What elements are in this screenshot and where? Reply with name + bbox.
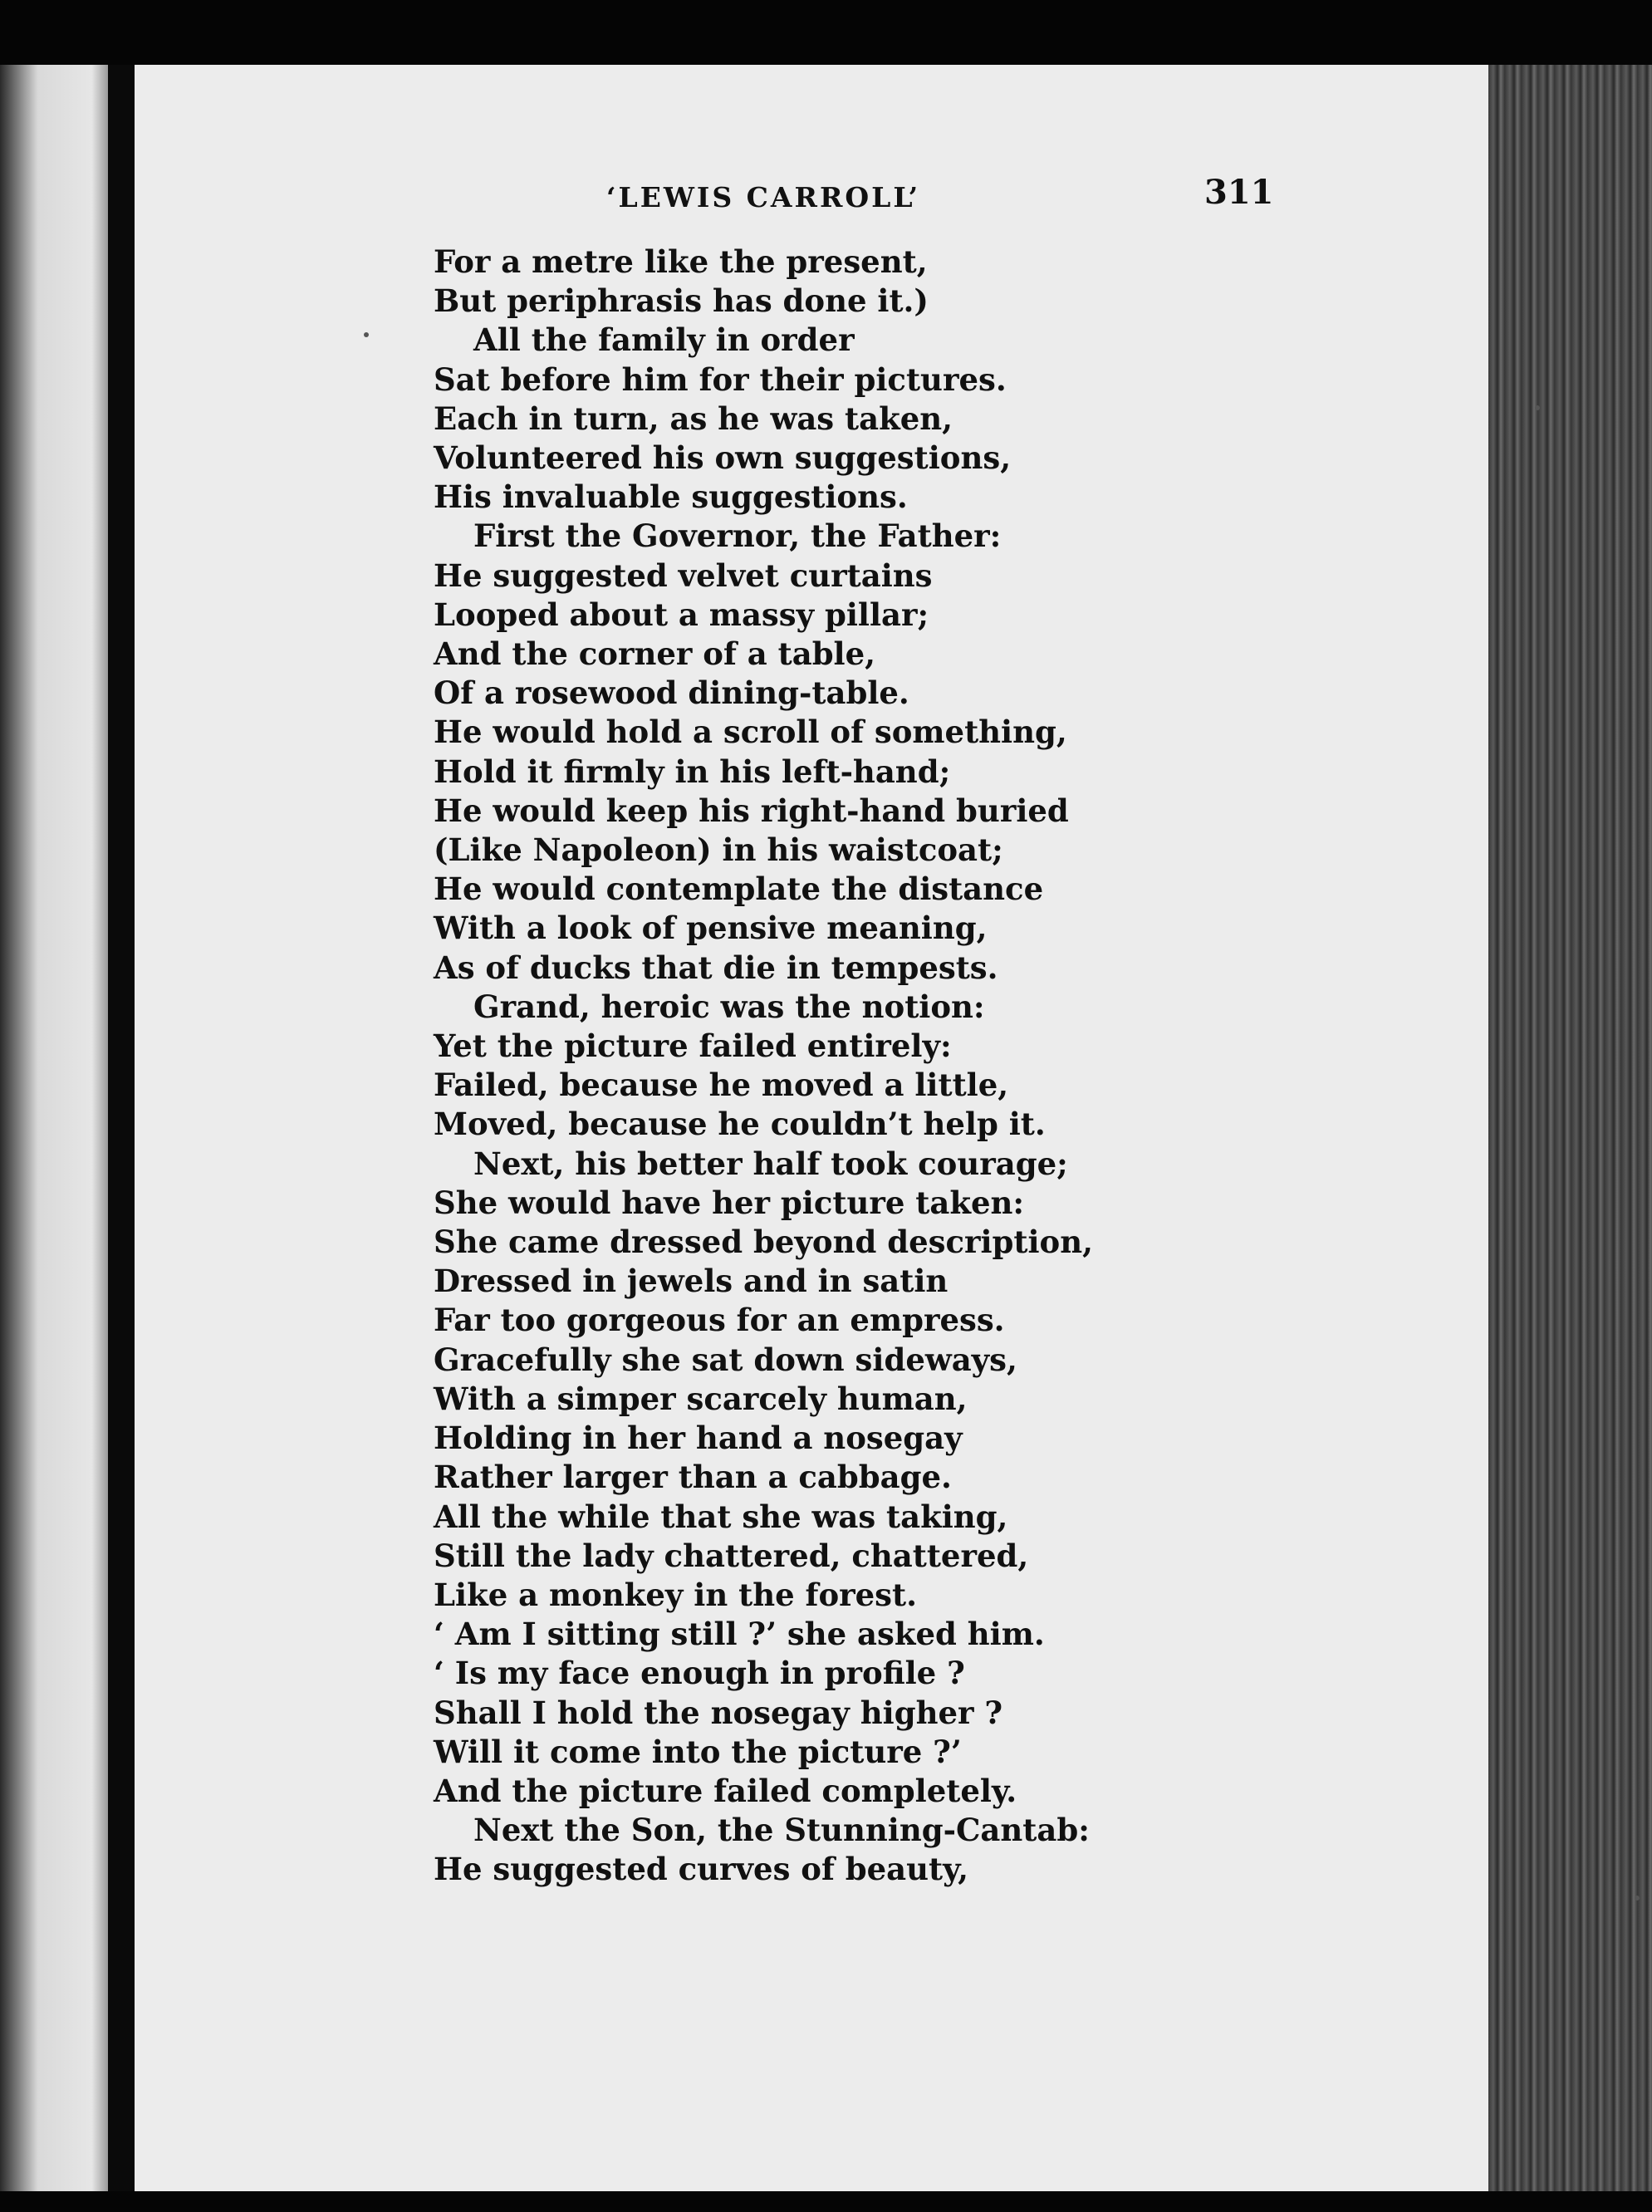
poem-line: But periphrasis has done it.) [434, 282, 929, 320]
page-number: 311 [1204, 173, 1274, 212]
poem-line: Moved, because he couldn’t help it. [434, 1106, 1046, 1143]
poem-line: All the while that she was taking, [434, 1498, 1008, 1535]
book-gutter [108, 65, 135, 2191]
poem-line: Holding in her hand a nosegay [434, 1420, 963, 1457]
poem-line: As of ducks that die in tempests. [434, 949, 998, 986]
poem-line: Will it come into the picture ?’ [434, 1733, 962, 1770]
poem-line: And the picture failed completely. [434, 1772, 1017, 1809]
poem-line: ‘ Is my face enough in profile ? [434, 1655, 965, 1692]
poem-line: And the corner of a table, [434, 635, 876, 673]
scan-speck [364, 332, 369, 337]
poem-line: Grand, heroic was the notion: [473, 988, 985, 1025]
poem-line: Looped about a massy pillar; [434, 596, 929, 633]
poem-line: Like a monkey in the forest. [434, 1576, 917, 1613]
running-head: ‘LEWIS CARROLL’ [606, 181, 921, 213]
poem-line: Of a rosewood dining-table. [434, 674, 909, 712]
poem-line: Failed, because he moved a little, [434, 1067, 1009, 1104]
poem-line: Volunteered his own suggestions, [434, 439, 1012, 477]
poem-line: Next, his better half took courage; [473, 1145, 1068, 1182]
poem-line: All the family in order [473, 321, 855, 359]
scan-speck [1635, 1896, 1640, 1901]
page-stack-edge [1488, 65, 1652, 2191]
poem-line: For a metre like the present, [434, 243, 928, 280]
poem-line: Yet the picture failed entirely: [434, 1028, 952, 1065]
poem-line: With a look of pensive meaning, [434, 910, 988, 947]
poem-line: With a simper scarcely human, [434, 1380, 968, 1417]
poem-line: Next the Son, the Stunning-Cantab: [473, 1812, 1090, 1849]
poem-line: He suggested curves of beauty, [434, 1851, 968, 1888]
poem-line: She would have her picture taken: [434, 1184, 1025, 1221]
poem-line: Still the lady chattered, chattered, [434, 1537, 1029, 1574]
poem-line: Shall I hold the nosegay higher ? [434, 1694, 1003, 1731]
poem-line: Far too gorgeous for an empress. [434, 1302, 1005, 1339]
poem-text [434, 243, 1093, 1890]
poem-line: Rather larger than a cabbage. [434, 1459, 952, 1496]
poem-line: Hold it firmly in his left-hand; [434, 753, 951, 790]
poem-line: He would keep his right-hand buried [434, 792, 1069, 829]
poem-line: He would hold a scroll of something, [434, 714, 1067, 751]
scan-speck [1535, 405, 1540, 410]
poem-line: (Like Napoleon) in his waistcoat; [434, 831, 1003, 869]
poem-line: His invaluable suggestions. [434, 478, 908, 516]
poem-line: First the Governor, the Father: [473, 517, 1002, 555]
poem-line: Dressed in jewels and in satin [434, 1263, 949, 1300]
poem-line: Gracefully she sat down sideways, [434, 1341, 1017, 1378]
poem-line: He suggested velvet curtains [434, 557, 933, 594]
poem-line: He would contemplate the distance [434, 871, 1044, 908]
poem-line: Sat before him for their pictures. [434, 360, 1007, 398]
poem-line: ‘ Am I sitting still ?’ she asked him. [434, 1616, 1045, 1653]
previous-page-edge [0, 65, 108, 2191]
poem-line: Each in turn, as he was taken, [434, 400, 953, 437]
poem-line: She came dressed beyond description, [434, 1224, 1094, 1261]
